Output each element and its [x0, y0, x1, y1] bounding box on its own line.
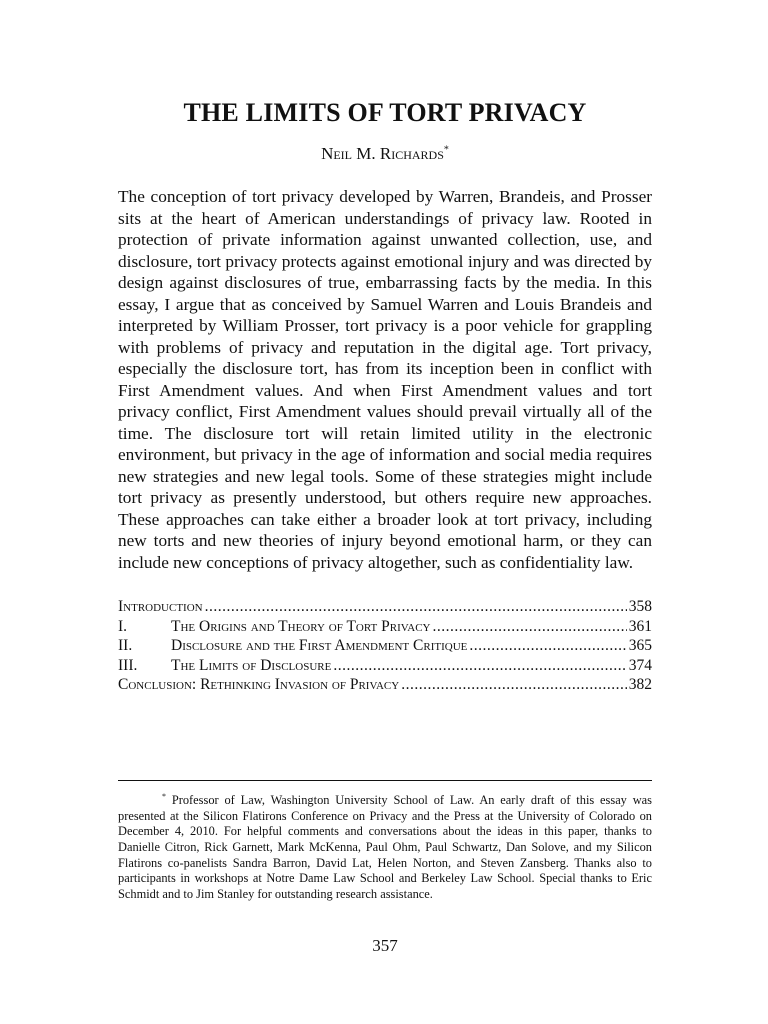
toc-entry-label: The Origins and Theory of Tort Privacy: [171, 617, 431, 635]
toc-entry-label: Introduction: [118, 598, 203, 615]
toc-entry-number: I.: [118, 617, 128, 635]
toc-entry-conclusion[interactable]: [118, 676, 652, 696]
footnote-divider: [118, 780, 652, 781]
footnote-text: Professor of Law, Washington University School of Law. An early draft of this essay was presented at the Silicon Flatirons Conference on Privacy and the Press at the University of Colorado on December 4, 2010. For helpful comments and conversations about the ideas in this paper, thanks to Danielle Citron, Rick Garnett, Mark McKenna, Paul Ohm, Paul Schwartz, Dan Solove, and my Silicon Flatirons co-panelists Sandra Barron, David Lat, Helen Norton, and Steven Zansberg. Thanks also to participants in workshops at Notre Dame Law School and Berkeley Law School. Special thanks to Eric Schmidt and to Jim Stanley for outstanding research assistance.: [118, 793, 652, 901]
toc-entry-origins[interactable]: [118, 618, 652, 638]
toc-entry-page: 382: [628, 676, 652, 693]
article-title: THE LIMITS OF TORT PRIVACY: [183, 98, 587, 127]
page-number: 357: [372, 936, 398, 955]
toc-entry-page: 365: [628, 637, 652, 654]
toc-entry-label: Disclosure and the First Amendment Critique: [171, 637, 468, 654]
toc-entry-label: Conclusion: Rethinking Invasion of Privacy: [118, 676, 400, 693]
toc-dot-leader: [433, 618, 627, 636]
document-page: [118, 0, 652, 1024]
author-line: [118, 144, 652, 164]
toc-entry-page: 374: [628, 656, 652, 674]
toc-entry-disclosure[interactable]: [118, 637, 652, 657]
toc-dot-leader: [333, 657, 626, 675]
toc-entry-page: 358: [628, 598, 652, 615]
toc-dot-leader: [401, 676, 627, 694]
toc-entry-number: II.: [118, 637, 133, 654]
table-of-contents: [118, 598, 652, 696]
toc-entry-page: 361: [628, 617, 652, 635]
footnote: [118, 789, 652, 902]
toc-dot-leader: [469, 637, 626, 655]
author-name: Neil M. Richards: [321, 144, 444, 163]
abstract-paragraph: The conception of tort privacy developed by Warren, Brandeis, and Prosser sits at the heart of American understandings of privacy law. Rooted in protection of private information against unwanted collection, use, and disclosure, tort privacy protects against emotional injury and was directed by design against disclosures of true, embarrassing facts by the media. In this essay, I argue that as conceived by Samuel Warren and Louis Brandeis and interpreted by William Prosser, tort privacy is a poor vehicle for grappling with problems of privacy and reputation in the digital age. Tort privacy, especially the disclosure tort, has from its inception been in conflict with First Amendment values. And when First Amendment values and tort privacy conflict, First Amendment values should prevail virtually all of the time. The disclosure tort will retain limited utility in the electronic environment, but privacy in the age of information and social media requires new strategies and new legal tools. Some of these strategies might include tort privacy as presently understood, but others require new approaches. These approaches can take either a broader look at tort privacy, including new torts and new theories of injury beyond emotional harm, or they can include new conceptions of privacy altogether, such as confidentiality law.: [118, 187, 652, 572]
toc-entry-label: The Limits of Disclosure: [171, 656, 332, 674]
toc-dot-leader: [205, 598, 627, 616]
toc-entry-introduction[interactable]: [118, 598, 652, 618]
toc-entry-limits[interactable]: [118, 657, 652, 677]
author-footnote-marker[interactable]: *: [443, 144, 449, 156]
toc-entry-number: III.: [118, 656, 138, 674]
footnote-marker: *: [162, 792, 166, 801]
